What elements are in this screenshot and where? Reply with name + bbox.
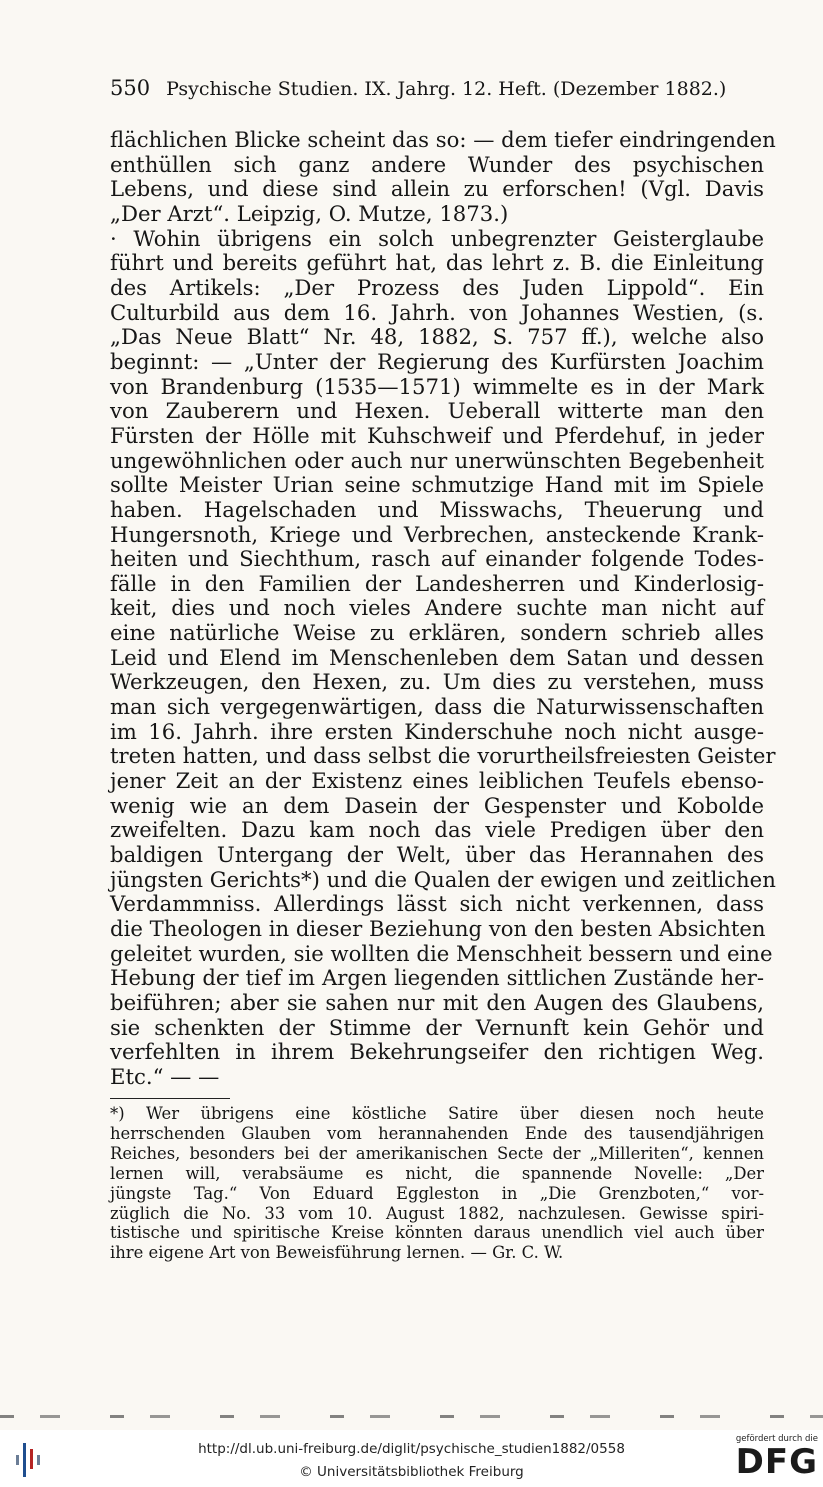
dfg-tagline: gefördert durch die xyxy=(735,1434,818,1444)
footnote-line: ihre eigene Art von Beweisführung lernen. — Gr. C. W. xyxy=(110,1243,564,1263)
body-line: jener Zeit an der Existenz eines leiblichen Teufels ebenso- xyxy=(110,768,764,794)
footnote-text xyxy=(110,1104,764,1263)
body-line: Culturbild aus dem 16. Jahrh. von Johannes Westien, (s. xyxy=(110,299,764,325)
body-line: von Brandenburg (1535—1571) wimmelte es in der Mark xyxy=(110,373,764,399)
footnote-rule xyxy=(110,1098,230,1099)
body-line: Werkzeugen, den Hexen, zu. Um dies zu verstehen, muss xyxy=(110,669,764,695)
body-line: Hebung der tief im Argen liegenden sittlichen Zustände her- xyxy=(110,965,764,991)
body-line: beiführen; aber sie sahen nur mit den Augen des Glaubens, xyxy=(110,989,764,1015)
body-line: „Der Arzt“. Leipzig, O. Mutze, 1873.) xyxy=(110,200,509,226)
body-line: geleitet wurden, sie wollten die Menschheit bessern und eine xyxy=(110,940,773,966)
body-line: beginnt: — „Unter der Regierung des Kurfürsten Joachim xyxy=(110,348,764,374)
body-line: heiten und Siechthum, rasch auf einander folgende Todes- xyxy=(110,546,764,572)
running-header xyxy=(110,76,760,100)
page-number: 550 xyxy=(110,76,151,100)
body-line: flächlichen Blicke scheint das so: — dem tiefer eindringenden xyxy=(110,127,776,152)
body-line: Hungersnoth, Kriege und Verbrechen, ansteckende Krank- xyxy=(110,521,764,547)
body-line: haben. Hagelschaden und Misswachs, Theuerung und xyxy=(110,496,764,522)
body-text xyxy=(110,127,776,1090)
body-line: zweifelten. Dazu kam noch das viele Predigen über den xyxy=(110,817,764,843)
footnote-line: Reiches, besonders bei der amerikanischen Secte der „Milleriten“, kennen xyxy=(110,1143,764,1163)
footnote-line: jüngste Tag.“ Von Eduard Eggleston in „Die Grenzboten,“ vor- xyxy=(110,1183,764,1203)
running-title: Psychische Studien. IX. Jahrg. 12. Heft. (Dezember 1882.) xyxy=(166,78,727,100)
body-line: wenig wie an dem Dasein der Gespenster und Kobolde xyxy=(110,792,764,818)
body-line: fälle in den Familien der Landesherren und Kinderlosig- xyxy=(110,570,764,596)
body-line: verfehlten in ihrem Bekehrungseifer den richtigen Weg. xyxy=(110,1039,764,1065)
body-line: Fürsten der Hölle mit Kuhschweif und Pferdehuf, in jeder xyxy=(110,422,764,448)
body-line: man sich vergegenwärtigen, dass die Naturwissenschaften xyxy=(110,694,764,720)
body-line: des Artikels: „Der Prozess des Juden Lippold“. Ein xyxy=(110,274,764,300)
body-line: Etc.“ — — xyxy=(110,1063,220,1089)
body-line: Leid und Elend im Menschenleben dem Satan und dessen xyxy=(110,644,764,670)
body-line: Verdammniss. Allerdings lässt sich nicht verkennen, dass xyxy=(110,891,764,917)
dfg-wordmark: DFG xyxy=(735,1442,818,1482)
body-line: von Zauberern und Hexen. Ueberall witterte man den xyxy=(110,398,764,424)
source-url[interactable]: http://dl.ub.uni-freiburg.de/diglit/psychische_studien1882/0558 xyxy=(198,1441,625,1457)
body-line: enthüllen sich ganz andere Wunder des psychischen xyxy=(110,151,764,177)
footnote-line: herrschenden Glauben vom herannahenden Ende des tausendjährigen xyxy=(110,1123,764,1143)
scan-artifact-line xyxy=(0,1415,823,1418)
body-line: ungewöhnlichen oder auch nur unerwünschten Begebenheit xyxy=(110,447,764,473)
body-line: jüngsten Gerichts*) und die Qualen der ewigen und zeitlichen xyxy=(110,866,776,892)
body-line: treten hatten, und dass selbst die vorurtheilsfreiesten Geister xyxy=(110,743,776,769)
footnote-line: lernen will, verabsäume es nicht, die spannende Novelle: „Der xyxy=(110,1163,764,1183)
body-line: sollte Meister Urian seine schmutzige Hand mit im Spiele xyxy=(110,472,764,498)
footnote-line: tistische und spiritische Kreise könnten daraus unendlich viel auch über xyxy=(110,1223,764,1243)
body-line: die Theologen in dieser Beziehung von den besten Absichten xyxy=(110,916,766,941)
body-line: keit, dies und noch vieles Andere suchte man nicht auf xyxy=(110,595,764,621)
body-line: „Das Neue Blatt“ Nr. 48, 1882, S. 757 ff.), welche also xyxy=(110,324,764,350)
body-line: führt und bereits geführt hat, das lehrt z. B. die Einleitung xyxy=(110,250,764,276)
footnote-line: *) Wer übrigens eine köstliche Satire über diesen noch heute xyxy=(110,1104,764,1123)
dfg-logo xyxy=(726,1434,818,1482)
body-line: eine natürliche Weise zu erklären, sondern schrieb alles xyxy=(110,620,764,646)
body-line: · Wohin übrigens ein solch unbegrenzter Geisterglaube xyxy=(110,225,764,251)
body-line: im 16. Jahrh. ihre ersten Kinderschuhe noch nicht ausge- xyxy=(110,718,764,744)
footnote-line: züglich die No. 33 vom 10. August 1882, nachzulesen. Gewisse spiri- xyxy=(110,1203,764,1223)
body-line: Lebens, und diese sind allein zu erforschen! (Vgl. Davis xyxy=(110,176,764,202)
body-line: baldigen Untergang der Welt, über das Herannahen des xyxy=(110,842,764,868)
copyright-notice: © Universitätsbibliothek Freiburg xyxy=(299,1464,524,1480)
body-line: sie schenkten der Stimme der Vernunft kein Gehör und xyxy=(110,1014,764,1040)
